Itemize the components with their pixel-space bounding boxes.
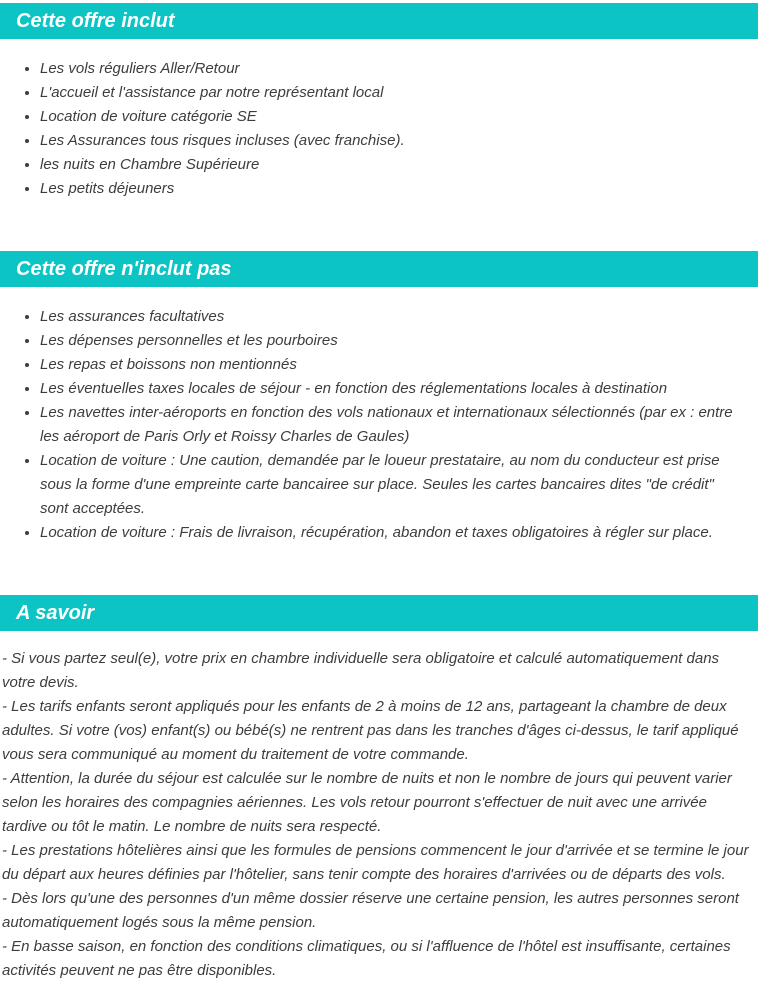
note-paragraph: - Dès lors qu'une des personnes d'un même dossier réserve une certaine pension, les autres personnes seront automatiquement logés sous la même pension. <box>2 890 739 931</box>
list-item: • Les Assurances tous risques incluses (avec franchise). <box>40 129 744 153</box>
note-paragraph: - Si vous partez seul(e), votre prix en chambre individuelle sera obligatoire et calculé automatiquement dans votre devis. <box>2 650 720 691</box>
section-includes-header <box>0 3 758 39</box>
note-paragraph: - Les tarifs enfants seront appliqués pour les enfants de 2 à moins de 12 ans, partageant la chambre de deux adultes. Si votre (vos) enfant(s) ou bébé(s) ne rentrent pas dans les tranches d'âges ci-dessus, le tarif appliqué vous sera communiqué au moment du traitement de votre commande. <box>2 698 739 763</box>
section-notes-header <box>0 595 758 631</box>
list-item: • Les repas et boissons non mentionnés <box>40 353 744 377</box>
section-includes <box>0 3 758 201</box>
list-item: • L'accueil et l'assistance par notre représentant local <box>40 81 744 105</box>
list-item: • Les éventuelles taxes locales de séjour - en fonction des réglementations locales à destination <box>40 377 744 401</box>
note-paragraph: - En basse saison, en fonction des conditions climatiques, ou si l'affluence de l'hôtel est insuffisante, certaines activités peuvent ne pas être disponibles. <box>2 938 731 979</box>
list-item: • Les vols réguliers Aller/Retour <box>40 57 744 81</box>
list-item: • Les assurances facultatives <box>40 305 744 329</box>
section-notes-title: A savoir <box>16 602 95 624</box>
note-paragraph: - Attention, la durée du séjour est calculée sur le nombre de nuits et non le nombre de jours qui peuvent varier selon les horaires des compagnies aériennes. Les vols retour pourront s'effectuer de nuit avec une arrivée tardive ou tôt le matin. Le nombre de nuits sera respecté. <box>2 770 732 835</box>
section-includes-title: Cette offre inclut <box>16 10 175 32</box>
list-item: • Location de voiture : Frais de livraison, récupération, abandon et taxes obligatoires à régler sur place. <box>40 521 744 545</box>
section-excludes-title: Cette offre n'inclut pas <box>16 258 232 280</box>
includes-list <box>0 57 758 201</box>
section-excludes-header <box>0 251 758 287</box>
notes-paragraphs <box>0 647 758 983</box>
list-item: • Les dépenses personnelles et les pourboires <box>40 329 744 353</box>
section-excludes <box>0 251 758 545</box>
list-item: • Location de voiture catégorie SE <box>40 105 744 129</box>
list-item: • Les petits déjeuners <box>40 177 744 201</box>
note-paragraph: - Les prestations hôtelières ainsi que les formules de pensions commencent le jour d'arrivée et se termine le jour du départ aux heures définies par l'hôtelier, sans tenir compte des horaires d'arrivées ou de départs des vols. <box>2 842 749 883</box>
list-item: • les nuits en Chambre Supérieure <box>40 153 744 177</box>
list-item: • Location de voiture : Une caution, demandée par le loueur prestataire, au nom du conducteur est prise sous la forme d'une empreinte carte bancairee sur place. Seules les cartes bancaires dites "de crédit" sont acceptées. <box>40 449 744 521</box>
list-item: • Les navettes inter-aéroports en fonction des vols nationaux et internationaux sélectionnés (par ex : entre les aéroport de Paris Orly et Roissy Charles de Gaules) <box>40 401 744 449</box>
section-notes <box>0 595 758 983</box>
excludes-list <box>0 305 758 545</box>
